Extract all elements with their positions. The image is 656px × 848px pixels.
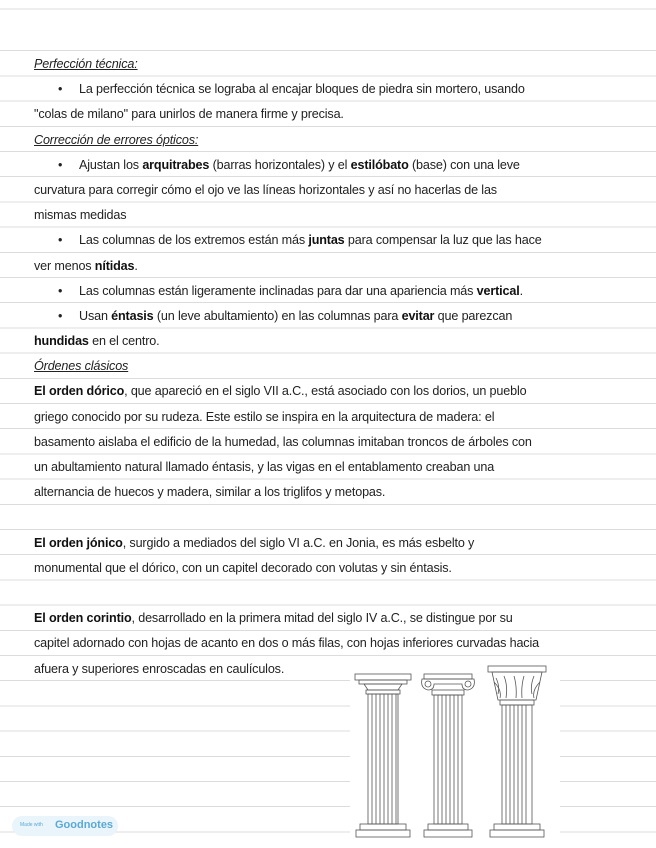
doric-line-5: alternancia de huecos y madera, similar a los triglifos y metopas. [34, 485, 386, 500]
doric-line-1: El orden dórico, que apareció en el siglo VII a.C., está asociado con los dorios, un pueblo [34, 384, 527, 399]
bullet-optical-1: • Ajustan los arquitrabes (barras horizontales) y el estilóbato (base) con una leve [34, 153, 634, 178]
bullet-technical-line-1: • La perfección técnica se lograba al encajar bloques de piedra sin mortero, usando [34, 77, 634, 102]
doric-line-3: basamento aislaba el edificio de la humedad, las columnas imitaban troncos de árboles con [34, 434, 532, 449]
heading-optical: Corrección de errores ópticos: [34, 132, 199, 147]
heading-orders: Órdenes clásicos [34, 359, 129, 374]
optical-4-line-2: hundidas en el centro. [34, 334, 160, 349]
notes-content [34, 52, 634, 682]
blank-line [34, 581, 634, 606]
doric-line-4: un abultamiento natural llamado éntasis, y las vigas en el entablamento creaban una [34, 460, 495, 474]
classical-columns-illustration [350, 660, 560, 840]
optical-1-line-3: mismas medidas [34, 208, 127, 223]
ionic-line-2: monumental que el dórico, con un capitel decorado con volutas y sin éntasis. [34, 560, 452, 575]
made-with-goodnotes-badge: Made with Goodnotes [12, 816, 118, 836]
corinthian-line-1: El orden corintio, desarrollado en la primera mitad del siglo IV a.C., se distingue por su [34, 611, 513, 626]
blank-line [34, 505, 634, 530]
corinthian-line-3: afuera y superiores enroscadas en caulículos. [34, 661, 285, 676]
optical-2-line-2: ver menos nítidas. [34, 258, 138, 273]
optical-1-line-2: curvatura para corregir cómo el ojo ve las líneas horizontales y así no hacerlas de las [34, 182, 497, 197]
bullet-optical-4: • Usan éntasis (un leve abultamiento) en las columnas para evitar que parezcan [34, 304, 634, 329]
ionic-line-1: El orden jónico, surgido a mediados del siglo VI a.C. en Jonia, es más esbelto y [34, 535, 475, 550]
heading-technical: Perfección técnica: [34, 57, 138, 71]
technical-line-2: "colas de milano" para unirlos de manera firme y precisa. [34, 107, 344, 122]
bullet-optical-2: • Las columnas de los extremos están más juntas para compensar la luz que las hace [34, 228, 634, 253]
doric-line-2: griego conocido por su rudeza. Este estilo se inspira en la arquitectura de madera: el [34, 409, 495, 424]
corinthian-line-2: capitel adornado con hojas de acanto en dos o más filas, con hojas inferiores curvadas hacia [34, 636, 539, 651]
bullet-optical-3: • Las columnas están ligeramente inclinadas para dar una apariencia más vertical. [34, 279, 634, 304]
